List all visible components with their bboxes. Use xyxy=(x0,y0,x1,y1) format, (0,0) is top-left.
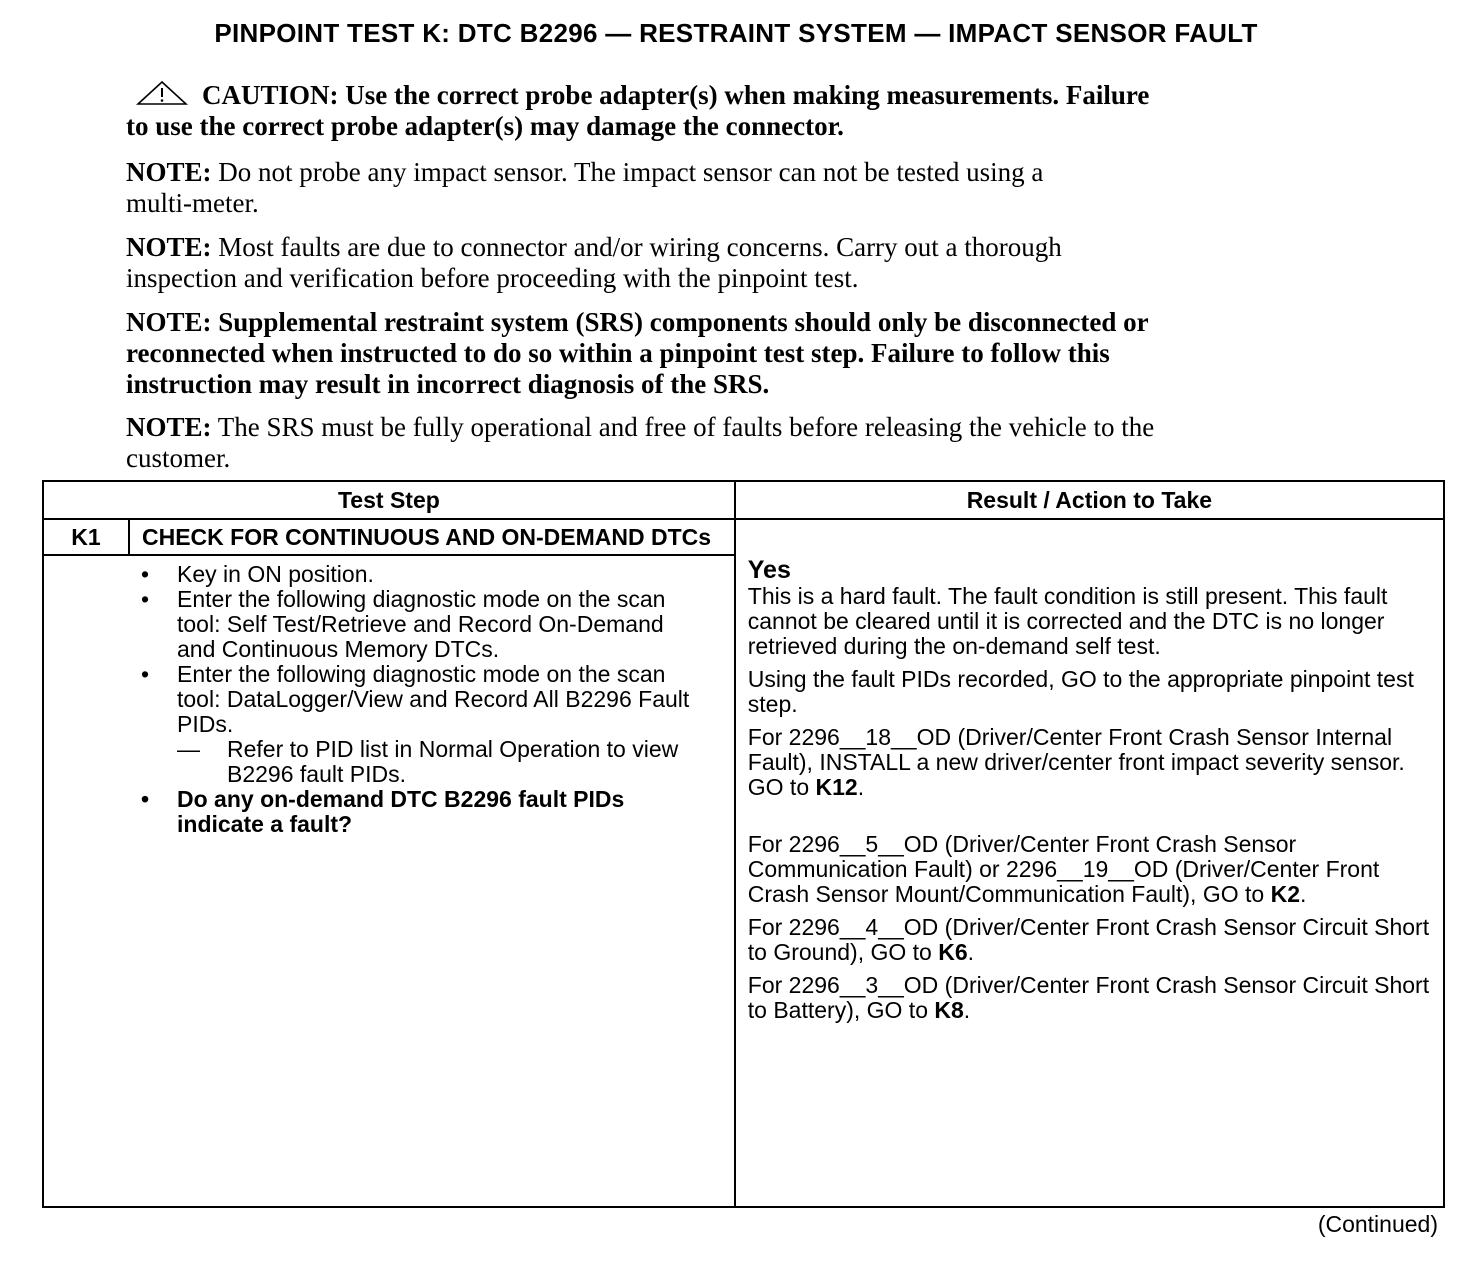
sub-list-item: — Refer to PID list in Normal Operation to view B2296 fault PIDs. xyxy=(177,737,694,787)
note-text: customer. xyxy=(126,443,231,473)
note-text: inspection and verification before proceeding with the pinpoint test. xyxy=(126,263,859,293)
caution-label: CAUTION: xyxy=(202,80,339,110)
note-label: NOTE: xyxy=(126,157,212,187)
list-item xyxy=(129,662,694,787)
list-item-question: • Do any on-demand DTC B2296 fault PIDs indicate a fault? xyxy=(129,787,694,837)
step-heading: CHECK FOR CONTINUOUS AND ON-DEMAND DTCs xyxy=(129,519,735,555)
result-paragraph: Using the fault PIDs recorded, GO to the appropriate pinpoint test step. xyxy=(747,666,1414,717)
pinpoint-test-table xyxy=(42,480,1445,1208)
step-body-spacer xyxy=(43,555,129,1207)
caution-text-line1: Use the correct probe adapter(s) when making measurements. Failure xyxy=(345,80,1150,110)
result-yes: Yes xyxy=(747,556,791,584)
result-text: For 2296__18__OD (Driver/Center Front Crash Sensor Internal Fault), INSTALL a new driver/center front impact severity sensor. GO to xyxy=(747,724,1405,800)
note-label: NOTE: xyxy=(126,307,212,337)
result-paragraph: For 2296__5__OD (Driver/Center Front Crash Sensor Communication Fault) or 2296__19__OD (Driver/Center Front Crash Sensor Mount/Communication Fault), GO to K2. xyxy=(747,831,1380,907)
continued-label: (Continued) xyxy=(1317,1211,1438,1237)
caution-text-line2: to use the correct probe adapter(s) may damage the connector. xyxy=(126,111,844,141)
page-title: PINPOINT TEST K: DTC B2296 — RESTRAINT SYSTEM — IMPACT SENSOR FAULT xyxy=(214,18,1258,48)
caution-block xyxy=(126,80,1356,142)
note-text: Do not probe any impact sensor. The impact sensor can not be tested using a xyxy=(218,157,1044,187)
note-text: The SRS must be fully operational and free of faults before releasing the vehicle to the xyxy=(217,412,1155,442)
list-item-text: Enter the following diagnostic mode on the scan tool: DataLogger/View and Record All B2296 Fault PIDs. xyxy=(177,661,690,737)
header-test-step: Test Step xyxy=(43,481,735,519)
result-text: For 2296__3__OD (Driver/Center Front Crash Sensor Circuit Short to Battery), GO to xyxy=(747,972,1430,1023)
step-instructions xyxy=(129,562,734,837)
note-text: Most faults are due to connector and/or wiring concerns. Carry out a thorough xyxy=(218,232,1062,262)
note-text: multi-meter. xyxy=(126,188,259,218)
result-paragraph: For 2296__18__OD (Driver/Center Front Crash Sensor Internal Fault), INSTALL a new driver/center front impact severity sensor. GO to K12. xyxy=(747,724,1405,800)
step-reference: K6 xyxy=(938,939,968,965)
header-result: Result / Action to Take xyxy=(735,481,1444,519)
result-paragraph: For 2296__3__OD (Driver/Center Front Crash Sensor Circuit Short to Battery), GO to K8. xyxy=(747,972,1430,1023)
list-item: • Key in ON position. xyxy=(129,562,694,587)
step-reference: K12 xyxy=(815,774,858,800)
warning-triangle-icon xyxy=(136,80,188,106)
result-cell xyxy=(735,519,1444,1207)
step-reference: K2 xyxy=(1270,881,1300,907)
table-header-row xyxy=(43,481,1444,519)
step-body xyxy=(129,555,735,1207)
note-text: reconnected when instructed to do so within a pinpoint test step. Failure to follow this xyxy=(126,338,1110,368)
step-id: K1 xyxy=(43,519,129,555)
list-item: • Enter the following diagnostic mode on the scan tool: Self Test/Retrieve and Record On-Demand and Continuous Memory DTCs. xyxy=(129,587,694,662)
note-text: instruction may result in incorrect diagnosis of the SRS. xyxy=(126,369,770,399)
step-reference: K8 xyxy=(934,997,964,1023)
note-4 xyxy=(126,412,1356,474)
note-2 xyxy=(126,232,1356,294)
result-paragraph: This is a hard fault. The fault condition is still present. This fault cannot be cleared until it is corrected and the DTC is no longer retrieved during the on-demand self test. xyxy=(747,583,1388,659)
result-text: For 2296__5__OD (Driver/Center Front Crash Sensor Communication Fault) or 2296__19__OD (Driver/Center Front Crash Sensor Mount/Communication Fault), GO to xyxy=(747,831,1380,907)
sub-list xyxy=(177,737,694,787)
note-label: NOTE: xyxy=(126,412,212,442)
note-1 xyxy=(126,157,1356,219)
note-text: Supplemental restraint system (SRS) components should only be disconnected or xyxy=(218,307,1149,337)
result-paragraph: For 2296__4__OD (Driver/Center Front Crash Sensor Circuit Short to Ground), GO to K6. xyxy=(747,914,1430,965)
note-3 xyxy=(126,307,1356,400)
step-heading-row xyxy=(43,519,1444,555)
result-text: For 2296__4__OD (Driver/Center Front Crash Sensor Circuit Short to Ground), GO to xyxy=(747,914,1430,965)
note-label: NOTE: xyxy=(126,232,212,262)
